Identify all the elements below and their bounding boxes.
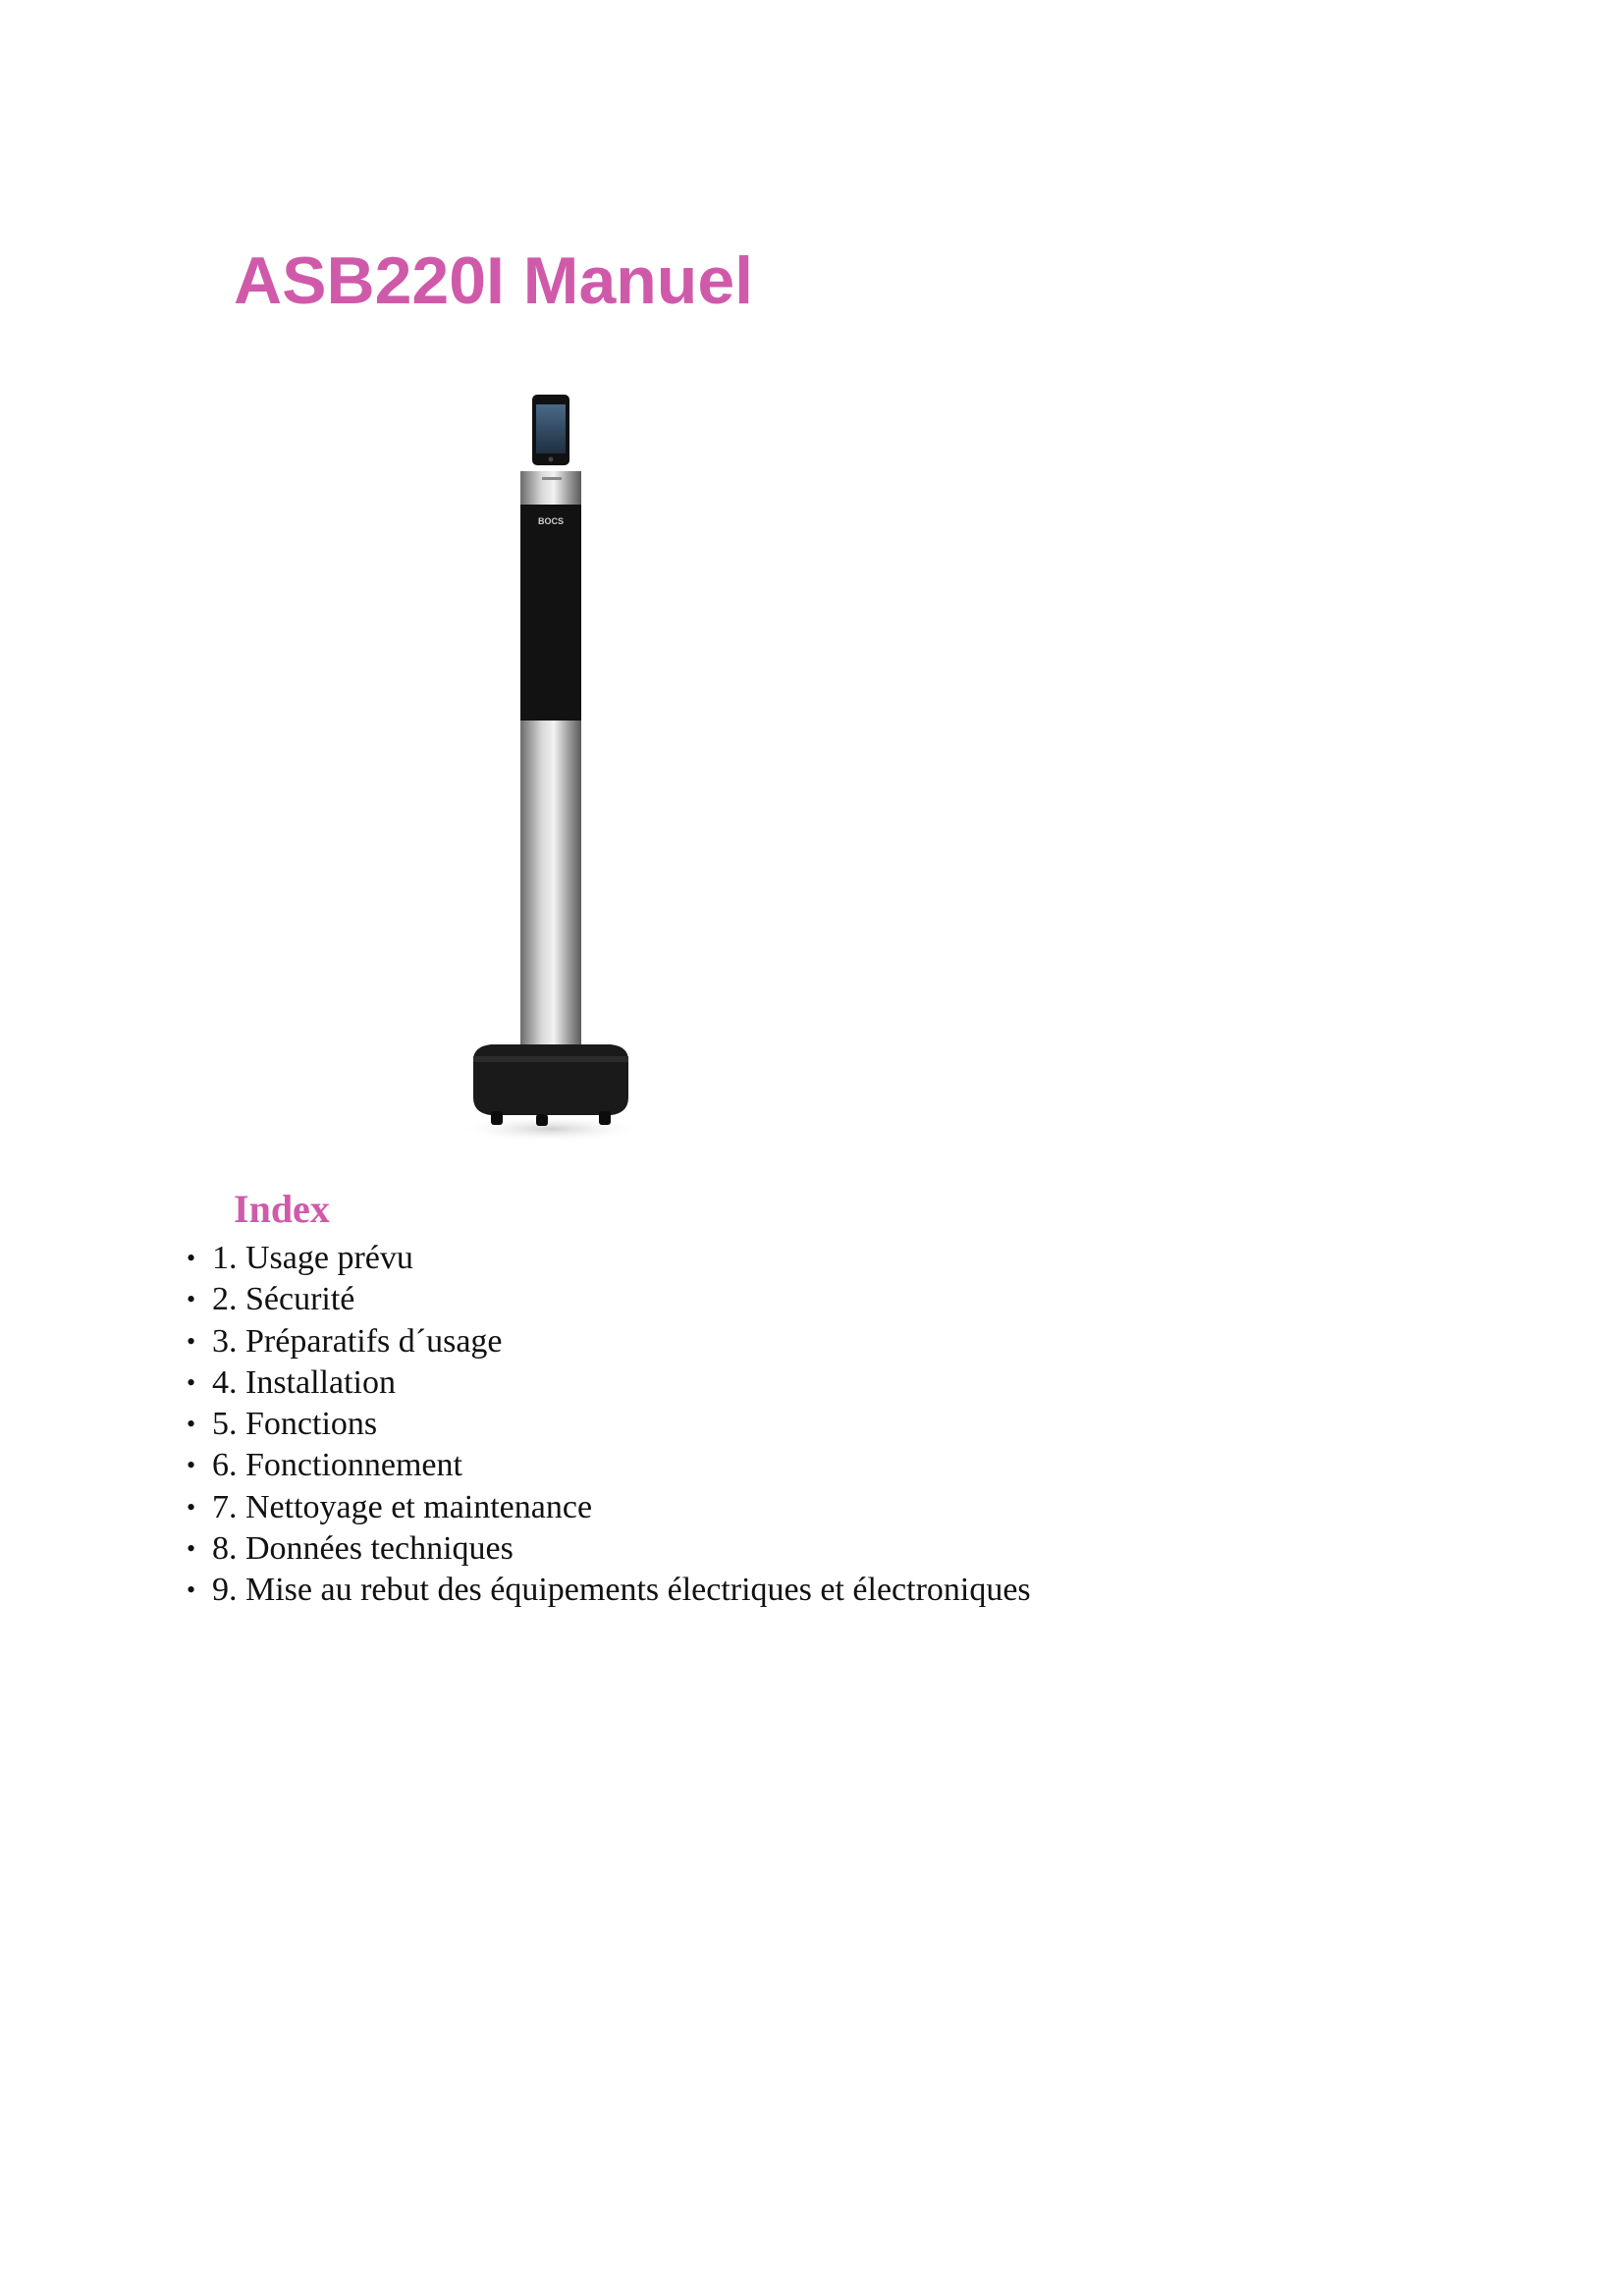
page-title: ASB220I Manuel	[234, 243, 754, 318]
index-item-3	[187, 1321, 1031, 1362]
bullet-icon: •	[187, 1492, 196, 1522]
index-link-usage[interactable]: 1. Usage prévu	[212, 1240, 413, 1276]
bullet-icon: •	[187, 1285, 196, 1314]
index-link-installation[interactable]: 4. Installation	[212, 1363, 396, 1401]
brand-logo: BOCS	[537, 516, 565, 526]
bullet-icon: •	[187, 1244, 196, 1272]
index-link-mise-au-rebut[interactable]: 9. Mise au rebut des équipements électriques et électroniques	[212, 1572, 1031, 1609]
index-link-fonctionnement[interactable]: 6. Fonctionnement	[212, 1447, 462, 1484]
index-item-1	[187, 1238, 1031, 1279]
index-item-8	[187, 1528, 1031, 1570]
bullet-icon: •	[187, 1367, 196, 1397]
index-item-4	[187, 1362, 1031, 1404]
bullet-icon: •	[187, 1326, 196, 1356]
index-link-donnees-techniques[interactable]: 8. Données techniques	[212, 1530, 514, 1568]
index-item-7	[187, 1487, 1031, 1528]
bullet-icon: •	[187, 1534, 196, 1564]
speaker-tower-icon	[452, 383, 668, 1148]
index-item-9	[187, 1570, 1031, 1611]
bullet-icon: •	[187, 1410, 196, 1439]
index-link-fonctions[interactable]: 5. Fonctions	[212, 1406, 378, 1443]
index-heading: Index	[234, 1187, 330, 1231]
index-item-5	[187, 1404, 1031, 1445]
index-link-preparatifs[interactable]: 3. Préparatifs d´usage	[212, 1322, 503, 1360]
index-item-6	[187, 1445, 1031, 1486]
index-list	[187, 1238, 1031, 1612]
product-image	[452, 383, 668, 1148]
bullet-icon: •	[187, 1451, 196, 1480]
bullet-icon: •	[187, 1575, 196, 1605]
index-item-2	[187, 1279, 1031, 1320]
index-link-securite[interactable]: 2. Sécurité	[212, 1281, 355, 1318]
index-link-nettoyage[interactable]: 7. Nettoyage et maintenance	[212, 1488, 593, 1525]
